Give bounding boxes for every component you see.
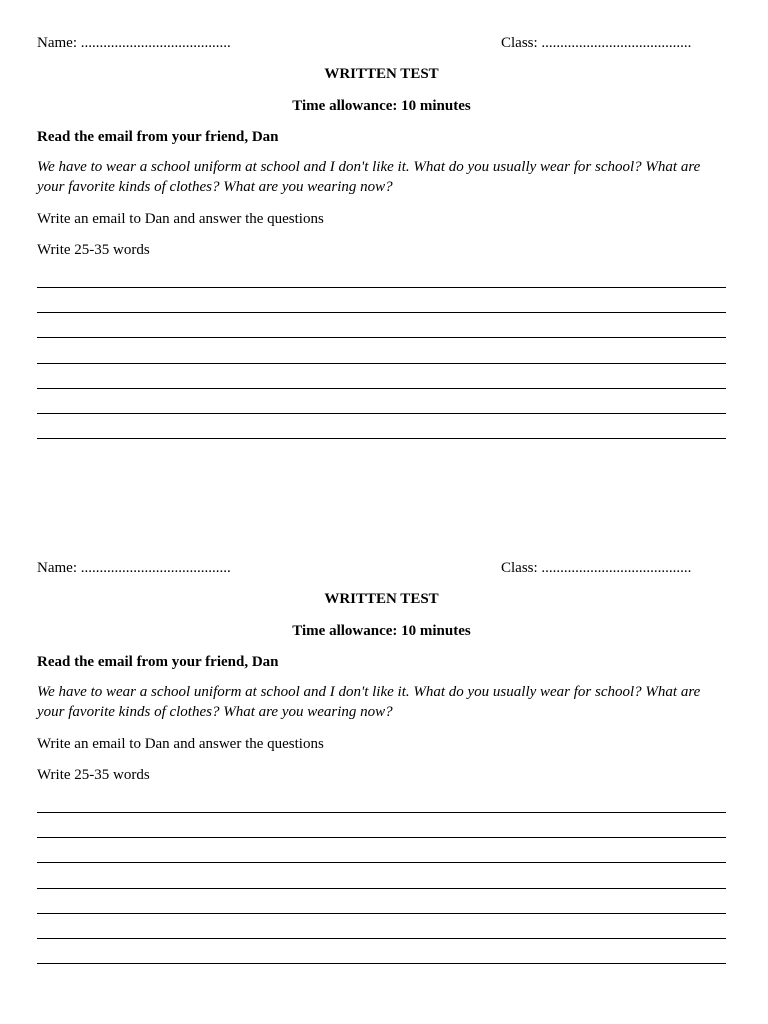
answer-line[interactable] [37, 287, 726, 288]
class-field[interactable]: Class: ........................................ [501, 560, 692, 576]
test-title: WRITTEN TEST [324, 66, 439, 82]
header-row [37, 33, 726, 53]
class-field[interactable]: Class: ........................................ [501, 35, 692, 51]
answer-line[interactable] [37, 837, 726, 838]
answer-line[interactable] [37, 938, 726, 939]
answer-line[interactable] [37, 888, 726, 889]
time-allowance: Time allowance: 10 minutes [292, 623, 471, 639]
time-allowance: Time allowance: 10 minutes [292, 98, 471, 114]
word-count-instruction: Write 25-35 words [37, 242, 150, 258]
write-instruction: Write an email to Dan and answer the questions [37, 736, 324, 752]
answer-line[interactable] [37, 913, 726, 914]
test-section-top [37, 33, 726, 258]
write-instruction: Write an email to Dan and answer the questions [37, 211, 324, 227]
read-instruction: Read the email from your friend, Dan [37, 129, 279, 145]
answer-line[interactable] [37, 312, 726, 313]
word-count-instruction: Write 25-35 words [37, 767, 150, 783]
answer-line[interactable] [37, 363, 726, 364]
answer-line[interactable] [37, 337, 726, 338]
test-title: WRITTEN TEST [324, 591, 439, 607]
answer-line[interactable] [37, 388, 726, 389]
name-field[interactable]: Name: ........................................ [37, 560, 231, 576]
test-section-bottom [37, 558, 726, 783]
answer-line[interactable] [37, 438, 726, 439]
read-instruction: Read the email from your friend, Dan [37, 654, 279, 670]
answer-line[interactable] [37, 413, 726, 414]
name-field[interactable]: Name: ........................................ [37, 35, 231, 51]
answer-line[interactable] [37, 963, 726, 964]
header-row [37, 558, 726, 578]
email-text: We have to wear a school uniform at school and I don't like it. What do you usually wear for school? What are your favorite kinds of clothes? What are you wearing now? [37, 159, 701, 195]
answer-line[interactable] [37, 862, 726, 863]
answer-line[interactable] [37, 812, 726, 813]
email-text: We have to wear a school uniform at school and I don't like it. What do you usually wear for school? What are your favorite kinds of clothes? What are you wearing now? [37, 684, 701, 720]
